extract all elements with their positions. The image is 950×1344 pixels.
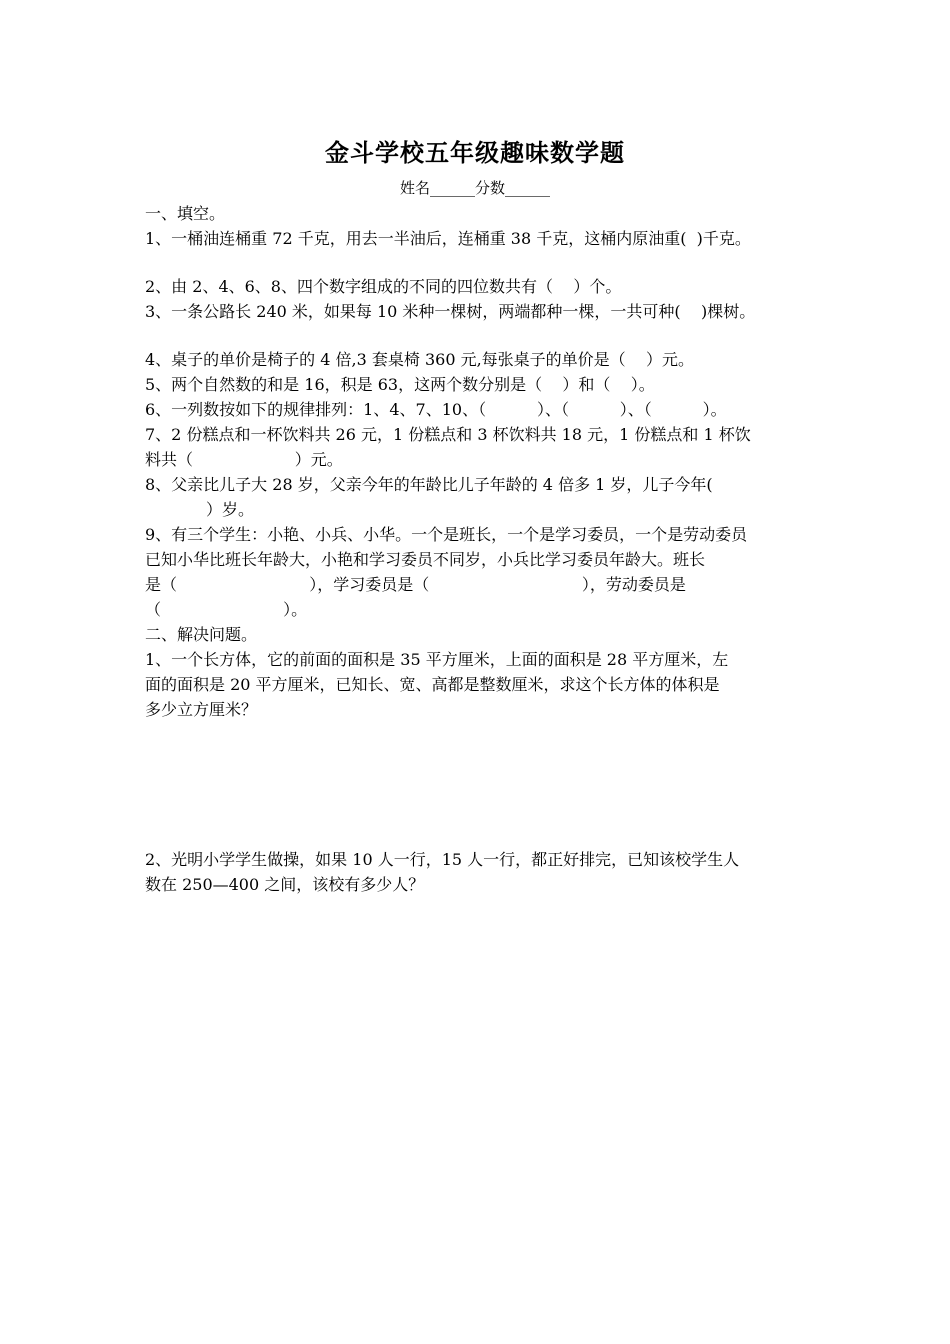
question-line: （ ）。 <box>145 600 308 619</box>
section1-heading: 一、填空。 <box>145 204 226 223</box>
question-line: ）岁。 <box>145 500 255 519</box>
question-line: 1、一桶油连桶重 72 千克，用去一半油后，连桶重 38 千克，这桶内原油重( )千克。 <box>145 229 751 248</box>
document-title: 金斗学校五年级趣味数学题 <box>325 138 625 167</box>
problem-line: 面的面积是 20 平方厘米，已知长、宽、高都是整数厘米，求这个长方体的体积是 <box>145 675 720 694</box>
question-line: 7、2 份糕点和一杯饮料共 26 元，1 份糕点和 3 杯饮料共 18 元，1 份糕点和 1 杯饮 <box>145 425 751 444</box>
question-line: 2、由 2、4、6、8、四个数字组成的不同的四位数共有（ ）个。 <box>145 277 622 296</box>
question-line: 8、父亲比儿子大 28 岁，父亲今年的年龄比儿子年龄的 4 倍多 1 岁，儿子今年( <box>145 475 713 494</box>
question-line: 3、一条公路长 240 米，如果每 10 米种一棵树，两端都种一棵，一共可种( )棵树。 <box>145 302 756 321</box>
question-line: 5、两个自然数的和是 16，积是 63，这两个数分别是（ ）和（ ）。 <box>145 375 655 394</box>
problem-line: 1、一个长方体，它的前面的面积是 35 平方厘米，上面的面积是 28 平方厘米，左 <box>145 650 729 669</box>
name-score-line: 姓名______分数______ <box>399 179 550 197</box>
problem-line: 2、光明小学学生做操，如果 10 人一行，15 人一行，都正好排完，已知该校学生人 <box>145 850 740 869</box>
question-line: 4、桌子的单价是椅子的 4 倍,3 套桌椅 360 元,每张桌子的单价是（ ）元。 <box>145 350 695 369</box>
question-line: 是（ ），学习委员是（ ），劳动委员是 <box>145 575 686 594</box>
question-line: 料共（ ）元。 <box>145 450 343 469</box>
problem-line: 多少立方厘米？ <box>145 700 258 719</box>
question-line: 已知小华比班长年龄大，小艳和学习委员不同岁，小兵比学习委员年龄大。班长 <box>145 550 706 569</box>
problem-line: 数在 250—400 之间，该校有多少人？ <box>145 875 425 894</box>
question-line: 9、有三个学生：小艳、小兵、小华。一个是班长，一个是学习委员，一个是劳动委员 <box>145 525 748 544</box>
question-line: 6、一列数按如下的规律排列：1、4、7、10、（ ）、（ ）、（ ）。 <box>145 400 727 419</box>
section2-heading: 二、解决问题。 <box>145 625 258 644</box>
